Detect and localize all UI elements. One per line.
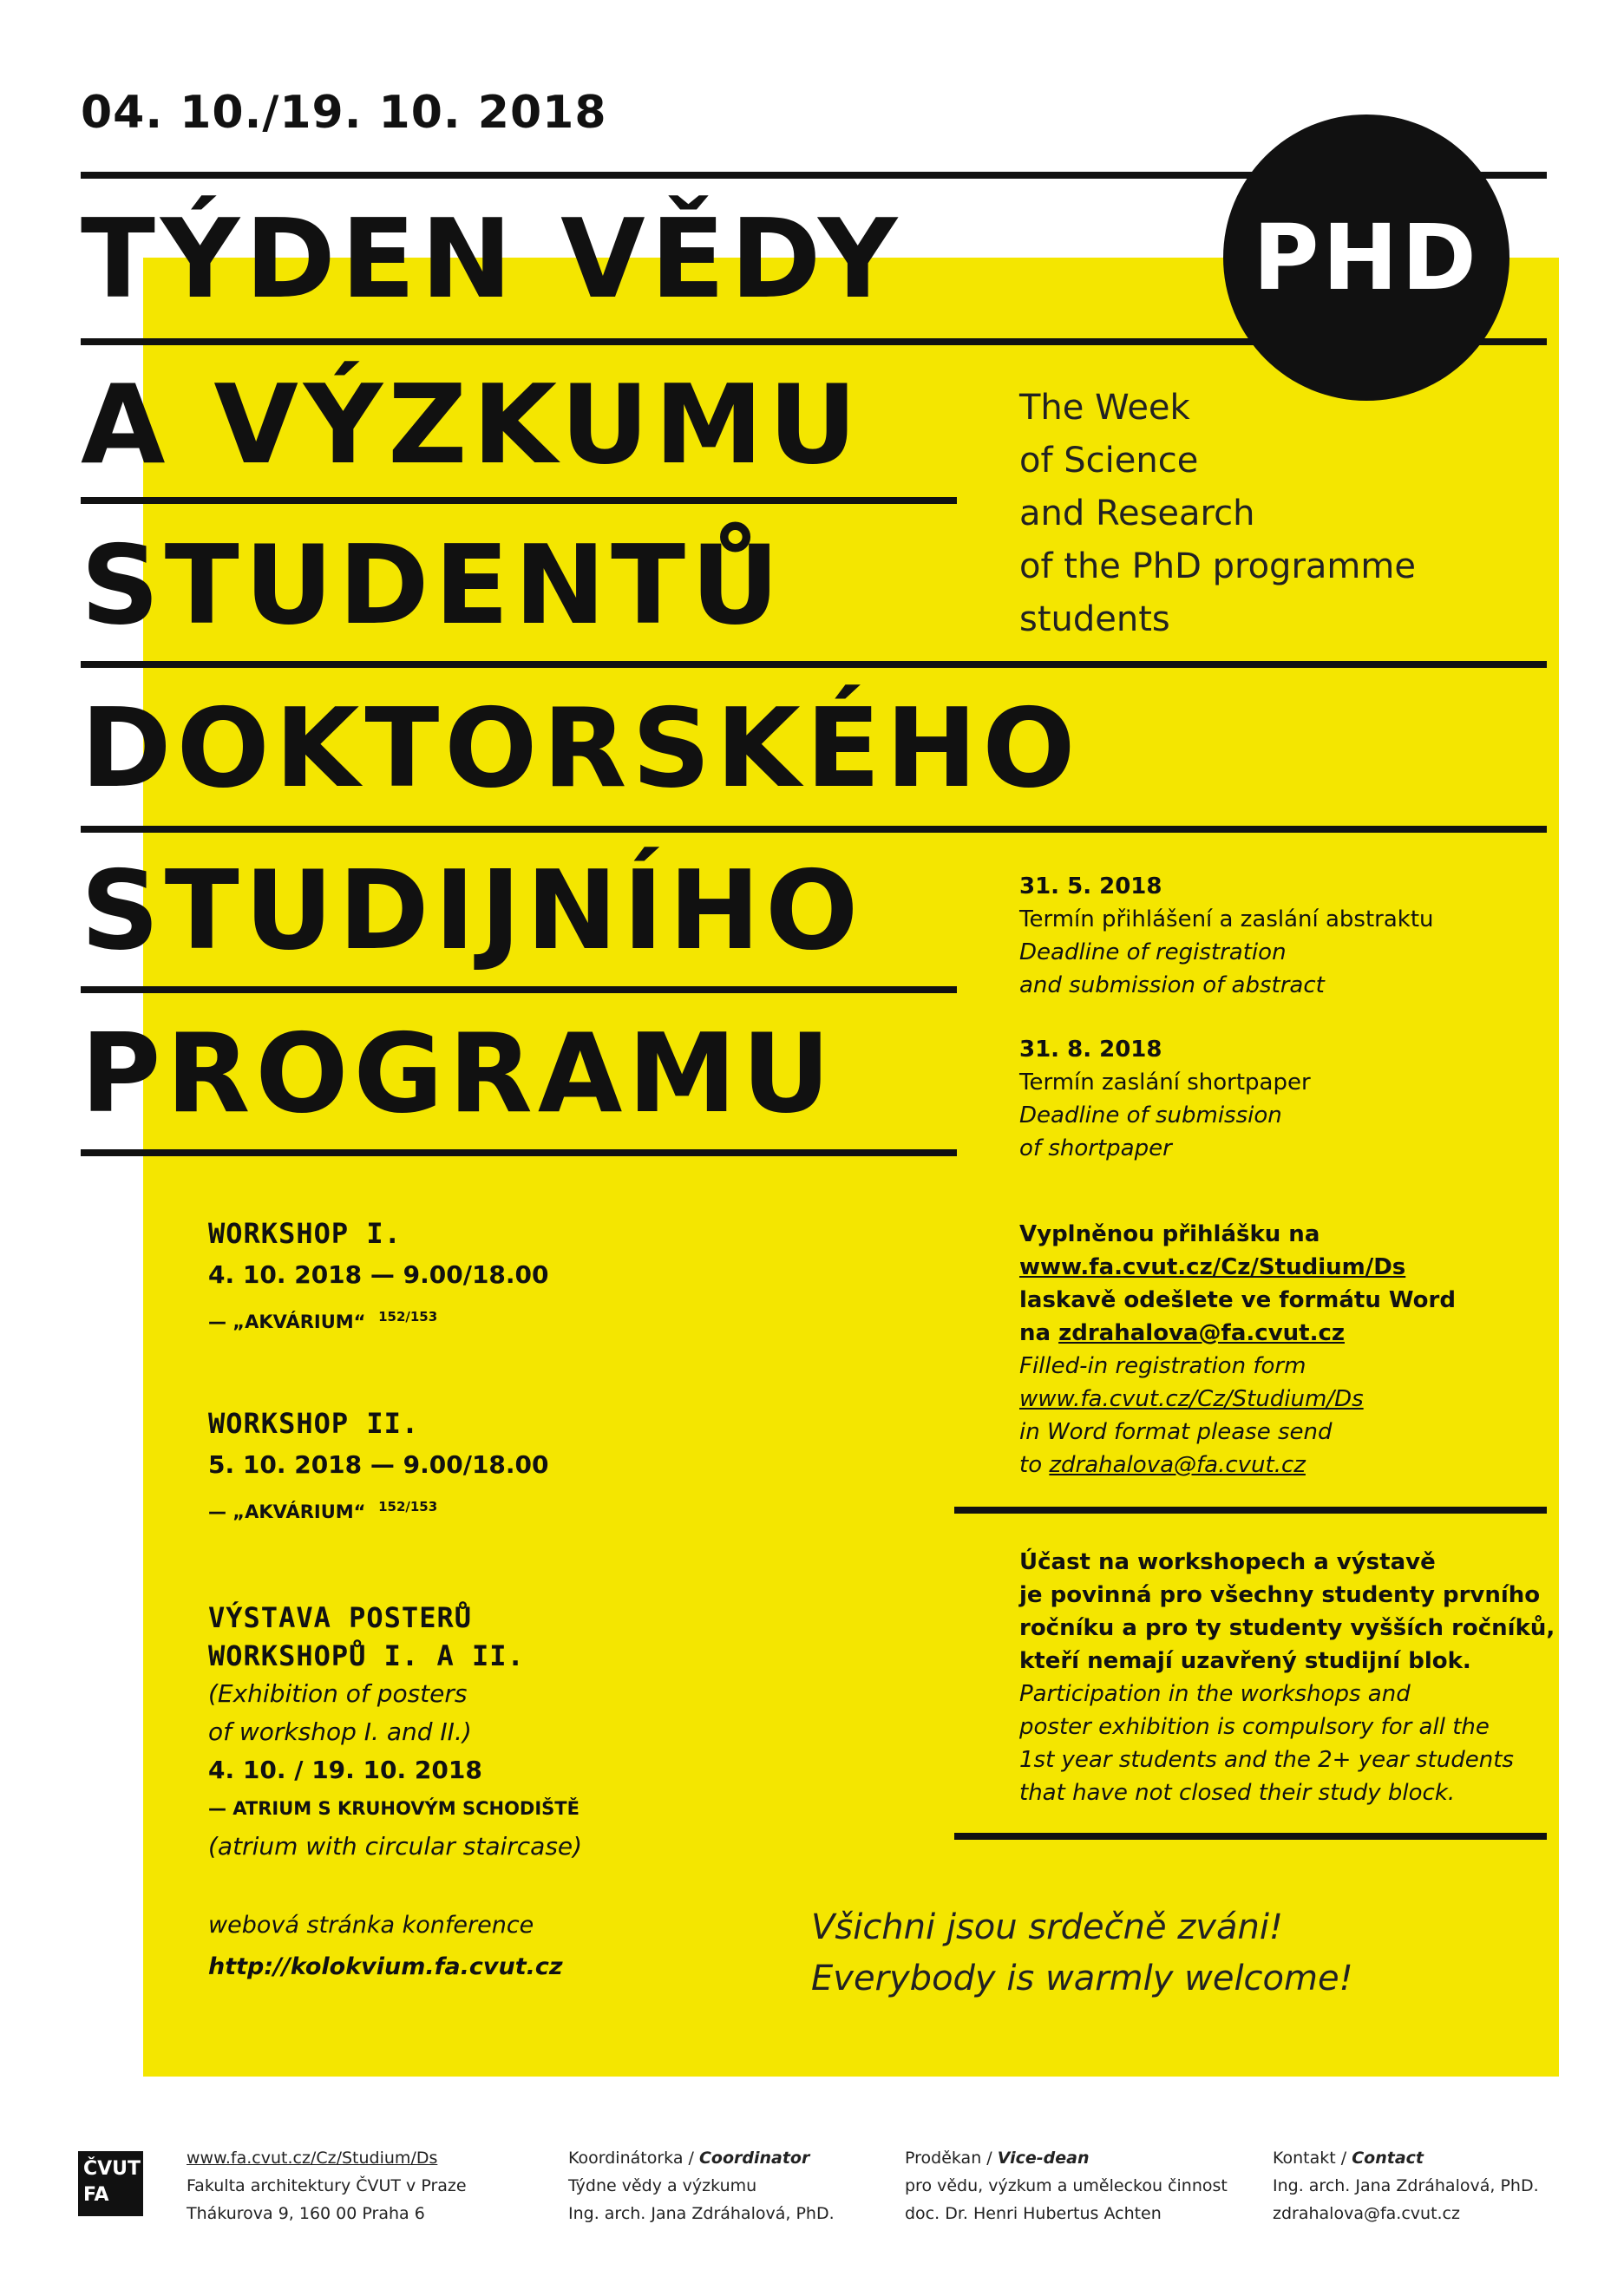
english-subtitle [1019, 382, 1416, 646]
registration-link[interactable]: www.fa.cvut.cz/Cz/Studium/Ds [1019, 1254, 1406, 1280]
deadline-2 [1019, 1033, 1311, 1165]
title-line: A VÝZKUMU [81, 361, 862, 488]
workshop-title: WORKSHOP I. [208, 1217, 402, 1250]
participation-en: poster exhibition is compulsory for all the [1019, 1714, 1490, 1740]
cvut-fa-logo: ČVUT FA [78, 2151, 143, 2216]
subtitle-line: and Research [1019, 494, 1255, 533]
rule [81, 661, 1547, 668]
website [208, 1905, 563, 1988]
exhibition-title: VÝSTAVA POSTERŮ [208, 1601, 472, 1634]
exhibition-en: of workshop I. and II.) [208, 1717, 472, 1746]
rule [81, 986, 957, 993]
footer-text: doc. Dr. Henri Hubertus Achten [905, 2204, 1162, 2223]
exhibition-place: — ATRIUM S KRUHOVÝM SCHODIŠTĚ [208, 1798, 580, 1819]
phd-badge [1223, 114, 1509, 401]
website-label: webová stránka konference [208, 1912, 534, 1939]
workshop-title: WORKSHOP II. [208, 1407, 420, 1440]
participation-cz: Účast na workshopech a výstavě [1019, 1549, 1436, 1575]
participation-en: Participation in the workshops and [1019, 1681, 1411, 1707]
workshop-room [208, 1296, 549, 1343]
subtitle-line: students [1019, 599, 1170, 639]
footer-label: Koordinátorka / Coordinator [568, 2149, 810, 2168]
registration-line: Filled-in registration form [1019, 1353, 1306, 1379]
workshop-room [208, 1486, 549, 1533]
footer-col-4 [1273, 2144, 1539, 2227]
footer-text: Ing. arch. Jana Zdráhalová, PhD. [568, 2204, 835, 2223]
registration-line: Vyplněnou přihlášku na [1019, 1221, 1320, 1247]
website-link[interactable]: http://kolokvium.fa.cvut.cz [208, 1953, 563, 1980]
participation-en: 1st year students and the 2+ year students [1019, 1747, 1514, 1773]
registration-link[interactable]: www.fa.cvut.cz/Cz/Studium/Ds [1019, 1386, 1364, 1412]
participation-info [1019, 1546, 1555, 1809]
participation-cz: kteří nemají uzavřený studijní blok. [1019, 1648, 1471, 1674]
room-name: — „AKVÁRIUM“ [208, 1312, 366, 1332]
footer-text: Ing. arch. Jana Zdráhalová, PhD. [1273, 2176, 1539, 2195]
deadline-date: 31. 8. 2018 [1019, 1037, 1162, 1063]
email-link[interactable]: zdrahalova@fa.cvut.cz [1049, 1452, 1306, 1478]
rule [954, 1507, 1547, 1514]
footer-label: Proděkan / Vice-dean [905, 2149, 1090, 2168]
workshop-time: 4. 10. 2018 — 9.00/18.00 [208, 1260, 549, 1289]
workshop-2 [208, 1403, 549, 1533]
footer-text[interactable]: zdrahalova@fa.cvut.cz [1273, 2204, 1460, 2223]
footer-col-3 [905, 2144, 1228, 2227]
registration-line: na zdrahalova@fa.cvut.cz [1019, 1320, 1345, 1346]
title-line: STUDIJNÍHO [81, 847, 864, 974]
title-line: PROGRAMU [81, 1010, 836, 1137]
registration-line: laskavě odešlete ve formátu Word [1019, 1287, 1456, 1313]
registration-line: in Word format please send [1019, 1419, 1333, 1445]
rule [81, 826, 1547, 833]
rule [954, 1833, 1547, 1840]
footer-col-2 [568, 2144, 835, 2227]
welcome-message [811, 1902, 1353, 2005]
footer-text: pro vědu, výzkum a uměleckou činnost [905, 2176, 1228, 2195]
footer-text: Thákurova 9, 160 00 Praha 6 [187, 2204, 425, 2223]
title-line: TÝDEN VĚDY [81, 195, 903, 323]
deadline-en: and submission of abstract [1019, 972, 1325, 998]
footer-col-1 [187, 2144, 467, 2227]
footer-link[interactable]: www.fa.cvut.cz/Cz/Studium/Ds [187, 2149, 438, 2168]
room-name: — „AKVÁRIUM“ [208, 1501, 366, 1522]
exhibition-en: (Exhibition of posters [208, 1679, 468, 1708]
subtitle-line: The Week [1019, 388, 1190, 428]
workshop-1 [208, 1213, 549, 1343]
room-number: 152/153 [378, 1309, 438, 1325]
deadline-date: 31. 5. 2018 [1019, 873, 1162, 899]
title-line: DOKTORSKÉHO [81, 684, 1081, 812]
title-line: STUDENTŮ [81, 521, 785, 649]
participation-en: that have not closed their study block. [1019, 1780, 1456, 1806]
workshop-time: 5. 10. 2018 — 9.00/18.00 [208, 1450, 549, 1479]
subtitle-line: of Science [1019, 441, 1199, 481]
footer-text: Týdne vědy a výzkumu [568, 2176, 757, 2195]
deadline-en: Deadline of registration [1019, 939, 1287, 965]
participation-cz: ročníku a pro ty studenty vyšších ročníků, [1019, 1615, 1555, 1641]
deadline-1 [1019, 870, 1434, 1002]
rule [81, 497, 957, 504]
event-dates: 04. 10./19. 10. 2018 [81, 87, 607, 139]
room-number: 152/153 [378, 1499, 438, 1514]
participation-cz: je povinná pro všechny studenty prvního [1019, 1582, 1541, 1608]
registration-line: to zdrahalova@fa.cvut.cz [1019, 1452, 1306, 1478]
welcome-line: Všichni jsou srdečně zváni! [811, 1907, 1283, 1947]
registration-info [1019, 1218, 1456, 1482]
exhibition-dates: 4. 10. / 19. 10. 2018 [208, 1756, 482, 1784]
deadline-cz: Termín přihlášení a zaslání abstraktu [1019, 906, 1434, 932]
phd-badge-label: PHD [1253, 205, 1480, 311]
subtitle-line: of the PhD programme [1019, 546, 1416, 586]
deadline-en: of shortpaper [1019, 1135, 1172, 1161]
footer-text: Fakulta architektury ČVUT v Praze [187, 2176, 467, 2195]
email-link[interactable]: zdrahalova@fa.cvut.cz [1058, 1320, 1345, 1346]
rule [81, 1149, 957, 1156]
welcome-line: Everybody is warmly welcome! [811, 1959, 1353, 1998]
footer-label: Kontakt / Contact [1273, 2149, 1424, 2168]
deadline-cz: Termín zaslání shortpaper [1019, 1070, 1311, 1096]
exhibition [208, 1599, 582, 1866]
deadline-en: Deadline of submission [1019, 1102, 1282, 1128]
exhibition-title: WORKSHOPŮ I. A II. [208, 1639, 525, 1672]
exhibition-place-en: (atrium with circular staircase) [208, 1832, 583, 1861]
